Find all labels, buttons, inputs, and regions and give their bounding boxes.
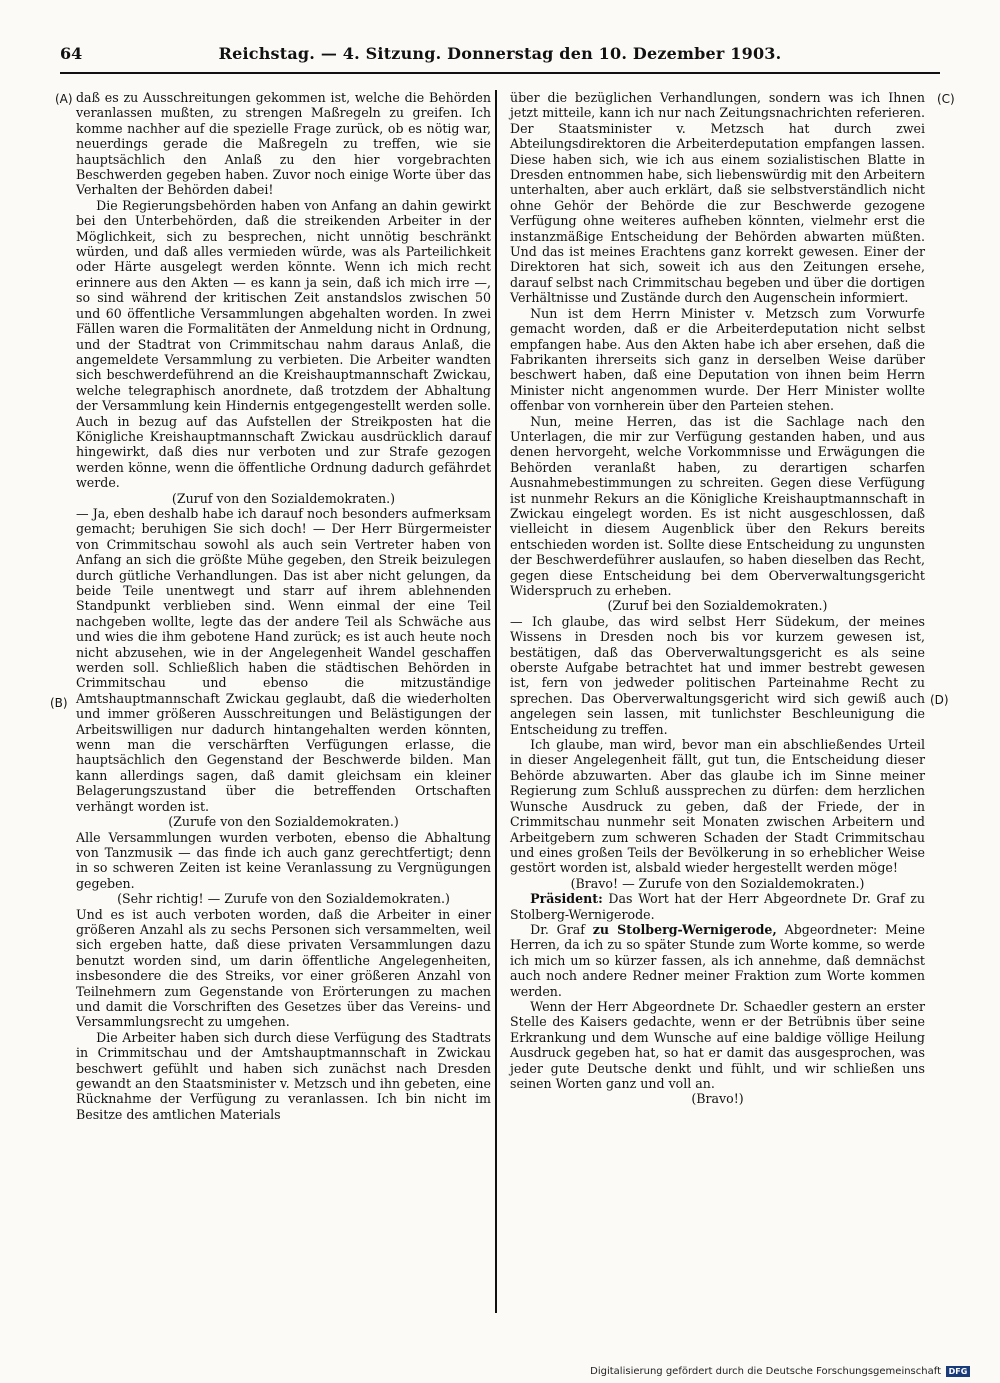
interjection: (Sehr richtig! — Zurufe von den Sozialdemokraten.) (117, 891, 450, 907)
speaker-name: zu Stolberg-Wernigerode, (592, 921, 777, 937)
paragraph: daß es zu Ausschreitungen gekommen ist, welche die Behörden veranlassen mußten, zu strengen Maßregeln zu greifen. Ich komme nachher auf die spezielle Frage zurück, ob es nötig war, neuerdings gerade die Maßregeln zu treffen, wie sie hauptsächlich den Anlaß zu den hier vorgebrachten Beschwerden gegeben haben. Zuvor noch einige Worte über das Verhalten der Behörden dabei! (76, 90, 491, 198)
interjection: (Bravo! — Zurufe von den Sozialdemokraten.) (570, 875, 865, 891)
page-number: 64 (60, 44, 83, 63)
margin-marker-b: (B) (50, 696, 68, 710)
paragraph: — Ich glaube, das wird selbst Herr Südekum, der meines Wissens in Dresden noch bis vor kurzem gewesen ist, bestätigen, daß das Oberverwaltungsgericht es als seine oberste Aufgabe betrachtet hat und immer bestrebt gewesen ist, fern von jedweder politischen Parteinahme Recht zu sprechen. Das Oberverwaltungsgericht wird sich gewiß auch angelegen sein lassen, mit tunlichster Beschleunigung die Entscheidung zu treffen. (510, 613, 925, 737)
president-text: Das Wort hat der Herr Abgeordnete Dr. Graf zu Stolberg-Wernigerode. (510, 891, 925, 922)
header-rule (60, 72, 940, 74)
interjection: (Zuruf bei den Sozialdemokraten.) (607, 598, 828, 614)
speaker-prefix: Dr. Graf (530, 921, 585, 937)
left-column (76, 90, 491, 1122)
interjection: (Bravo!) (691, 1091, 744, 1107)
interjection: (Zurufe von den Sozialdemokraten.) (168, 814, 399, 830)
column-divider (495, 90, 497, 1313)
page-header (60, 44, 940, 66)
footer-text: Digitalisierung gefördert durch die Deutsche Forschungsgemeinschaft (590, 1366, 941, 1377)
paragraph: Wenn der Herr Abgeordnete Dr. Schaedler gestern an erster Stelle des Kaisers gedachte, wenn er der Betrübnis über seine Erkrankung und dem Wunsche auf eine baldige völlige Heilung Ausdruck gegeben hat, so hat er damit das ausgesprochen, was jeder gute Deutsche denkt und fühlt, und wir schließen uns seinen Worten ganz und voll an. (510, 998, 925, 1091)
paragraph: Nun, meine Herren, das ist die Sachlage nach den Unterlagen, die mir zur Verfügung gestanden haben, und aus denen hervorgeht, welche Vorkommnisse und Erwägungen die Behörden veranlaßt haben, zu derartigen scharfen Ausnahmebestimmungen zu schreiten. Gegen diese Verfügung ist nunmehr Rekurs an die Königliche Kreishauptmannschaft in Zwickau eingelegt worden. Es ist nicht ausgeschlossen, daß vielleicht in diesem Augenblick über den Rekurs bereits entschieden worden ist. Sollte diese Entscheidung zu ungunsten der Beschwerdeführer auslaufen, so haben dieselben das Recht, gegen diese Entscheidung bei dem Oberverwaltungsgericht Widerspruch zu erheben. (510, 413, 925, 598)
speaker-text: Abgeordneter: Meine Herren, da ich zu so später Stunde zum Worte komme, so werde ich mich um so kürzer fassen, als ich annehme, daß demnächst auch noch andere Redner meiner Fraktion zum Worte kommen werden. (510, 921, 925, 999)
president-statement (510, 891, 925, 922)
speaker-statement (510, 922, 925, 999)
paragraph: Nun ist dem Herrn Minister v. Metzsch zum Vorwurfe gemacht worden, daß er die Arbeiterdeputation nicht selbst empfangen habe. Aus den Akten habe ich aber ersehen, daß die Fabrikanten ihrerseits sich ganz in derselben Weise darüber beschwert haben, daß eine Deputation von ihnen beim Herrn Minister nicht angenommen wurde. Der Herr Minister wollte offenbar von vornherein über den Parteien stehen. (510, 305, 925, 414)
president-label: Präsident: (530, 891, 603, 907)
margin-marker-c: (C) (937, 92, 955, 106)
margin-marker-d: (D) (930, 693, 949, 707)
interjection: (Zuruf von den Sozialdemokraten.) (171, 490, 396, 506)
margin-marker-a: (A) (55, 92, 73, 106)
paragraph: — Ja, eben deshalb habe ich darauf noch besonders aufmerksam gemacht; beruhigen Sie sich doch! — Der Herr Bürgermeister von Crimmitschau sowohl als auch sein Vertreter haben von Anfang an sich die größte Mühe gegeben, den Streik beizulegen durch gütliche Verhandlungen. Das ist aber nicht gelungen, da beide Teile unentwegt und starr auf ihrem ablehnenden Standpunkt verblieben sind. Wenn einmal der eine Teil nachgeben wollte, legte das der andere Teil als Schwäche aus und wies die ihm gebotene Hand zurück; es ist auch heute noch nicht abzusehen, wie in der Angelegenheit Wandel geschaffen werden soll. Schließlich haben die städtischen Behörden in Crimmitschau und ebenso die mitzuständige Amtshauptmannschaft Zwickau geglaubt, daß die wiederholten und immer größeren Ausschreitungen und Belästigungen der Arbeitswilligen nur dadurch hintangehalten werden könnten, wenn man die verschärften Verfügungen erlasse, die hauptsächlich den Gegenstand der Beschwerde bilden. Man kann allerdings sagen, daß damit gleichsam ein kleiner Belagerungszustand über die betreffenden Ortschaften verhängt worden ist. (76, 505, 491, 814)
paragraph: Alle Versammlungen wurden verboten, ebenso die Abhaltung von Tanzmusik — das finde ich auch ganz gerechtfertigt; denn in so schweren Zeiten ist keine Veranlassung zu Vergnügungen gegeben. (76, 829, 491, 891)
dfg-logo-icon: DFG (946, 1366, 970, 1377)
running-head: Reichstag. — 4. Sitzung. Donnerstag den 10. Dezember 1903. (218, 44, 782, 63)
paragraph: Die Regierungsbehörden haben von Anfang an dahin gewirkt bei den Unterbehörden, daß die streikenden Arbeiter in der Möglichkeit, sich zu besprechen, nicht unnötig beschränkt würden, und daß alles vermieden würde, was als Parteilichkeit oder Härte ausgelegt werden könnte. Wenn ich mich recht erinnere aus den Akten — es kann ja sein, daß ich mich irre —, so sind während der kritischen Zeit anstandslos zwischen 50 und 60 öffentliche Versammlungen abgehalten worden. In zwei Fällen waren die Formalitäten der Anmeldung nicht in Ordnung, und der Stadtrat von Crimmitschau nahm daraus Anlaß, die angemeldete Versammlung zu verbieten. Die Arbeiter wandten sich beschwerdeführend an die Kreishauptmannschaft Zwickau, welche telegraphisch anordnete, daß trotzdem der Abhaltung der Versammlung kein Hindernis entgegengestellt werden solle. Auch in bezug auf das Aufstellen der Streikposten hat die Königliche Kreishauptmannschaft Zwickau ausdrücklich darauf hingewirkt, daß dies nur verboten und zur Strafe gezogen werden könne, wenn die öffentliche Ordnung dadurch gefährdet werde. (76, 197, 491, 491)
paragraph: über die bezüglichen Verhandlungen, sondern was ich Ihnen jetzt mitteile, kann ich nur nach Zeitungsnachrichten referieren. Der Staatsminister v. Metzsch hat durch zwei Abteilungsdirektoren die Arbeiterdeputation empfangen lassen. Diese haben sich, wie ich aus einem sozialistischen Blatte in Dresden entnommen habe, sich liebenswürdig mit den Arbeitern unterhalten, aber auch erklärt, daß sie selbstverständlich nicht ohne Gehör der Behörde die zur Beschwerde gezogene Verfügung ohne weiteres aufheben könnten, vielmehr erst die instanzmäßige Entscheidung der Behörden abwarten müßten. Und das ist meines Erachtens ganz korrekt gewesen. Einer der Direktoren hat sich, soweit ich aus den Zeitungen ersehe, darauf selbst nach Crimmitschau begeben und über die dortigen Verhältnisse und Zustände durch den Augenschein informiert. (510, 90, 925, 306)
paragraph: Die Arbeiter haben sich durch diese Verfügung des Stadtrats in Crimmitschau und der Amtshauptmannschaft in Zwickau beschwert gefühlt und haben sich zunächst nach Dresden gewandt an den Staatsminister v. Metzsch und ihn gebeten, eine Rücknahme der Verfügung zu veranlassen. Ich bin nicht im Besitze des amtlichen Materials (76, 1029, 491, 1122)
paragraph: Und es ist auch verboten worden, daß die Arbeiter in einer größeren Anzahl als zu sechs Personen sich versammelten, weil sich ergeben hatte, daß diese privaten Versammlungen dazu benutzt worden sind, um darin öffentliche Angelegenheiten, insbesondere die des Streiks, vor einer größeren Anzahl von Teilnehmern zum Gegenstande von Erörterungen zu machen und damit die Vorschriften des Gesetzes über das Vereins- und Versammlungsrecht zu umgehen. (76, 906, 491, 1030)
footer (590, 1366, 970, 1377)
right-column (510, 90, 925, 1107)
paragraph: Ich glaube, man wird, bevor man ein abschließendes Urteil in dieser Angelegenheit fällt, gut tun, die Entscheidung dieser Behörde abzuwarten. Aber das glaube ich im Sinne meiner Regierung zum Schluß aussprechen zu dürfen: dem herzlichen Wunsche Ausdruck zu geben, daß der Friede, der in Crimmitschau nunmehr seit Monaten zwischen Arbeitern und Arbeitgebern zum schweren Schaden der Stadt Crimmitschau und eines großen Teils der Bevölkerung in so erheblicher Weise gestört worden ist, alsbald wieder hergestellt werden möge! (510, 737, 925, 876)
